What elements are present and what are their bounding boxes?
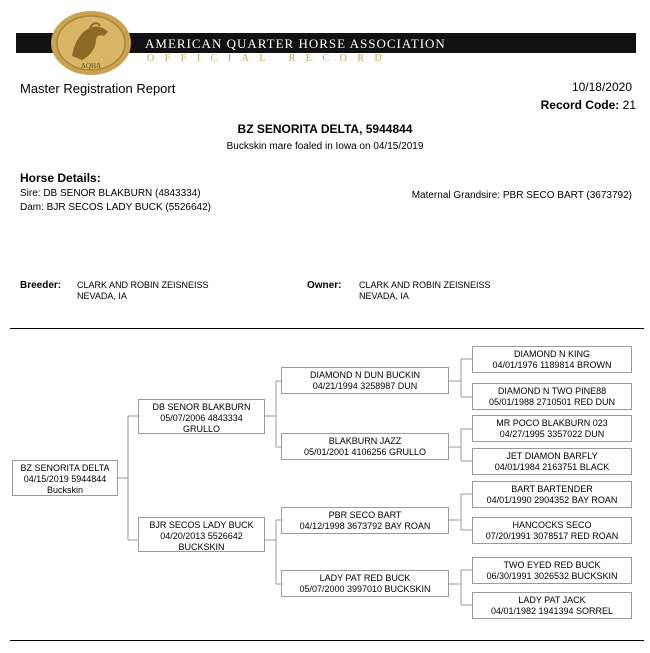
pedigree-info: 07/20/1991 3078517 RED ROAN xyxy=(485,531,619,541)
pedigree-info: 04/01/1984 2163751 BLACK xyxy=(494,462,610,472)
breeder-label: Breeder: xyxy=(20,280,62,291)
pedigree-dam xyxy=(138,517,265,552)
pedigree-info: 04/27/1995 3357022 DUN xyxy=(499,429,605,439)
pedigree-color: Buckskin xyxy=(46,485,83,495)
pedigree-name: JET DIAMON BARFLY xyxy=(506,451,598,461)
pedigree-info: 04/01/1990 2904352 BAY ROAN xyxy=(486,495,618,505)
pedigree-ds-dam xyxy=(472,517,632,544)
pedigree-info: 04/01/1976 1189814 BROWN xyxy=(492,360,612,370)
pedigree-subject xyxy=(12,460,118,496)
pedigree-ds-sire xyxy=(472,481,632,508)
pedigree-info: 05/07/2000 3997010 BUCKSKIN xyxy=(299,584,431,594)
record-code-value: 21 xyxy=(622,98,636,112)
pedigree-name: TWO EYED RED BUCK xyxy=(503,560,601,570)
pedigree-info: 05/01/2001 4106256 GRULLO xyxy=(303,447,427,457)
pedigree-sire xyxy=(138,399,265,434)
owner-location: NEVADA, IA xyxy=(359,291,409,301)
pedigree-info: 05/07/2006 4843334 xyxy=(160,413,243,423)
pedigree-sd-dam xyxy=(472,448,632,475)
pedigree-name: DIAMOND N DUN BUCKIN xyxy=(309,370,420,380)
association-name: AMERICAN QUARTER HORSE ASSOCIATION xyxy=(145,36,446,51)
official-record-label: OFFICIAL RECORD xyxy=(147,53,393,64)
pedigree-ss-sire xyxy=(472,346,632,373)
pedigree-dam-sire xyxy=(281,507,449,534)
report-title: Master Registration Report xyxy=(20,81,176,96)
pedigree-info: 04/21/1994 3258987 DUN xyxy=(312,381,418,391)
pedigree-sd-sire xyxy=(472,415,632,442)
pedigree-name: LADY PAT JACK xyxy=(518,595,586,605)
pedigree-name: HANCOCKS SECO xyxy=(512,520,592,530)
pedigree-info: 04/20/2013 5526642 xyxy=(160,531,243,541)
pedigree-name: MR POCO BLAKBURN 023 xyxy=(496,418,608,428)
pedigree-color: BUCKSKIN xyxy=(178,542,225,552)
dam-info: Dam: BJR SECOS LADY BUCK (5526642) xyxy=(20,202,212,213)
owner-label: Owner: xyxy=(307,280,342,291)
horse-name: BZ SENORITA DELTA, 5944844 xyxy=(237,122,413,136)
pedigree-name: LADY PAT RED BUCK xyxy=(319,573,411,583)
pedigree-dd-dam xyxy=(472,592,632,619)
pedigree-name: BJR SECOS LADY BUCK xyxy=(149,520,254,530)
svg-text:AQHA: AQHA xyxy=(80,62,102,70)
pedigree-sire-sire xyxy=(281,367,449,394)
pedigree-ss-dam xyxy=(472,383,632,410)
horse-description: Buckskin mare foaled in Iowa on 04/15/2019 xyxy=(226,141,424,152)
sire-info: Sire: DB SENOR BLAKBURN (4843334) xyxy=(20,188,201,199)
breeder-location: NEVADA, IA xyxy=(77,291,127,301)
pedigree-name: DIAMOND N TWO PINE88 xyxy=(497,386,607,396)
pedigree-name: DIAMOND N KING xyxy=(513,349,590,359)
breeder-name: CLARK AND ROBIN ZEISNEISS xyxy=(77,280,209,290)
maternal-grandsire-info: Maternal Grandsire: PBR SECO BART (3673792) xyxy=(411,190,632,201)
pedigree-sire-dam xyxy=(281,433,449,460)
pedigree-info: 05/01/1988 2710501 RED DUN xyxy=(488,397,616,407)
record-code-label: Record Code: xyxy=(540,98,620,112)
pedigree-name: PBR SECO BART xyxy=(328,510,402,520)
pedigree-dam-dam xyxy=(281,570,449,597)
pedigree-name: DB SENOR BLAKBURN xyxy=(152,402,251,412)
pedigree-name: BART BARTENDER xyxy=(511,484,593,494)
pedigree-dd-sire xyxy=(472,557,632,584)
horse-details-heading: Horse Details: xyxy=(20,171,101,185)
pedigree-name: BZ SENORITA DELTA xyxy=(20,463,110,473)
pedigree-color: GRULLO xyxy=(182,424,220,434)
pedigree-info: 04/15/2019 5944844 xyxy=(23,474,107,484)
pedigree-info: 06/30/1991 3026532 BUCKSKIN xyxy=(486,571,618,581)
report-date: 10/18/2020 xyxy=(571,80,632,94)
pedigree-info: 04/12/1998 3673792 BAY ROAN xyxy=(299,521,431,531)
pedigree-name: BLAKBURN JAZZ xyxy=(328,436,402,446)
owner-name: CLARK AND ROBIN ZEISNEISS xyxy=(359,280,491,290)
pedigree-info: 04/01/1982 1941394 SORREL xyxy=(490,606,614,616)
